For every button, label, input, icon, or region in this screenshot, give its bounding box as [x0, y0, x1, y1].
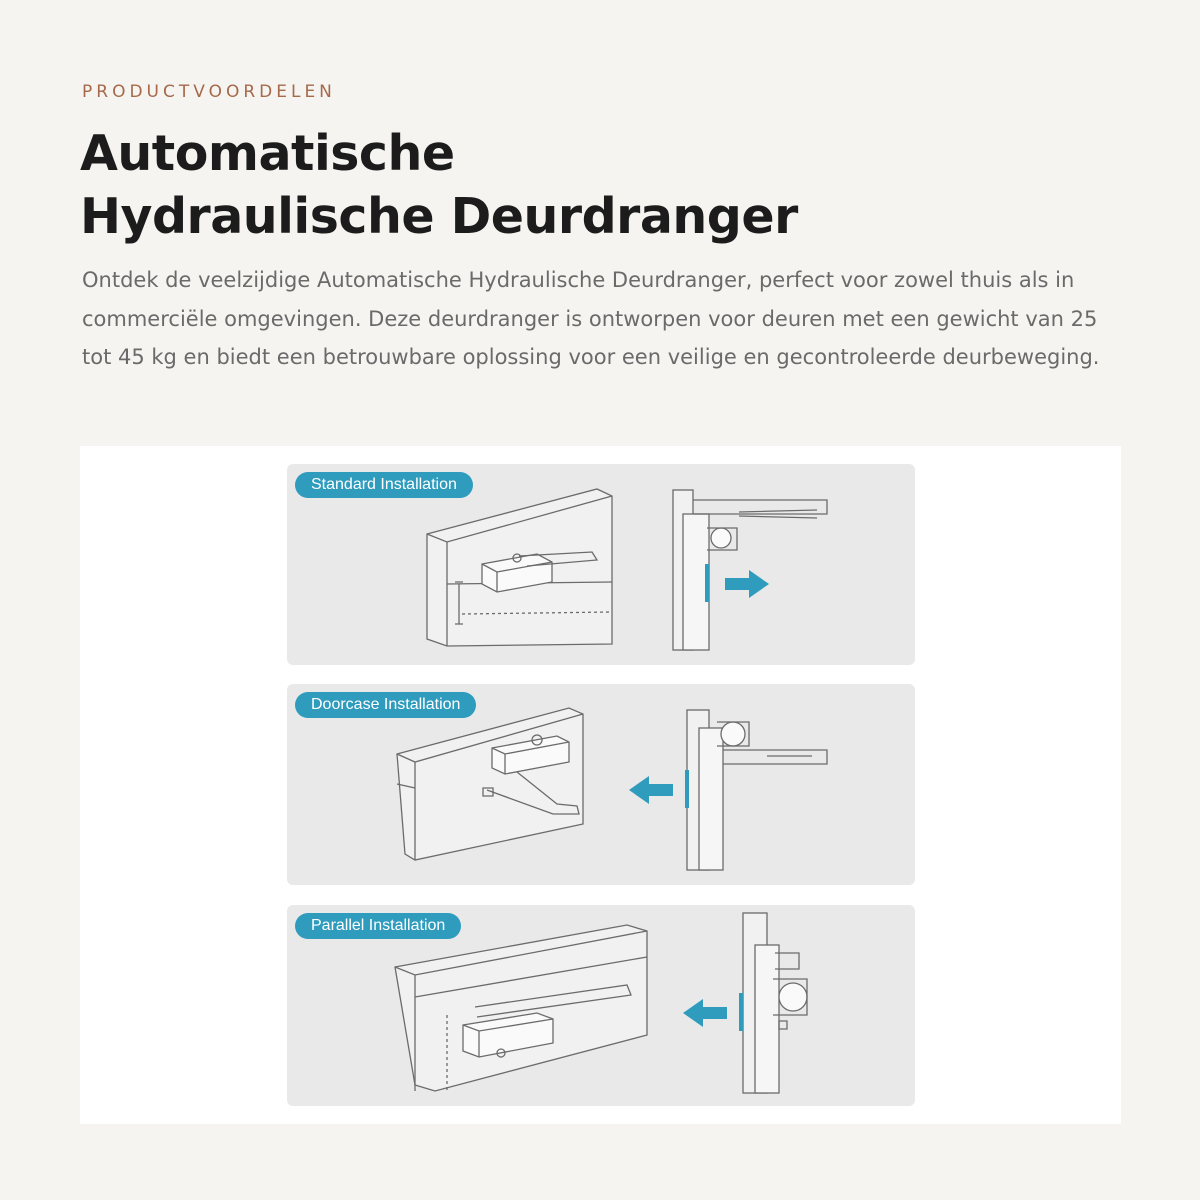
title-line-1: Automatische — [80, 125, 455, 182]
parallel-installation-illustration — [287, 905, 915, 1106]
parallel-installation-panel — [287, 905, 915, 1106]
standard-installation-illustration — [287, 464, 915, 665]
section-label: PRODUCTVOORDELEN — [82, 82, 336, 102]
doorcase-installation-panel — [287, 684, 915, 885]
standard-installation-panel — [287, 464, 915, 665]
parallel-installation-label: Parallel Installation — [295, 913, 461, 939]
standard-installation-label: Standard Installation — [295, 472, 473, 498]
page-title — [80, 122, 798, 248]
installation-diagram — [80, 446, 1121, 1124]
doorcase-installation-illustration — [287, 684, 915, 885]
product-description: Ontdek de veelzijdige Automatische Hydraulische Deurdranger, perfect voor zowel thuis als in commerciële omgevingen. Deze deurdranger is ontworpen voor deuren met een gewicht van 25 tot 45 kg en biedt een betrouwbare oplossing voor een veilige en gecontroleerde deurbeweging. — [82, 268, 1100, 369]
doorcase-installation-label: Doorcase Installation — [295, 692, 476, 718]
title-line-2: Hydraulische Deurdranger — [80, 188, 798, 245]
